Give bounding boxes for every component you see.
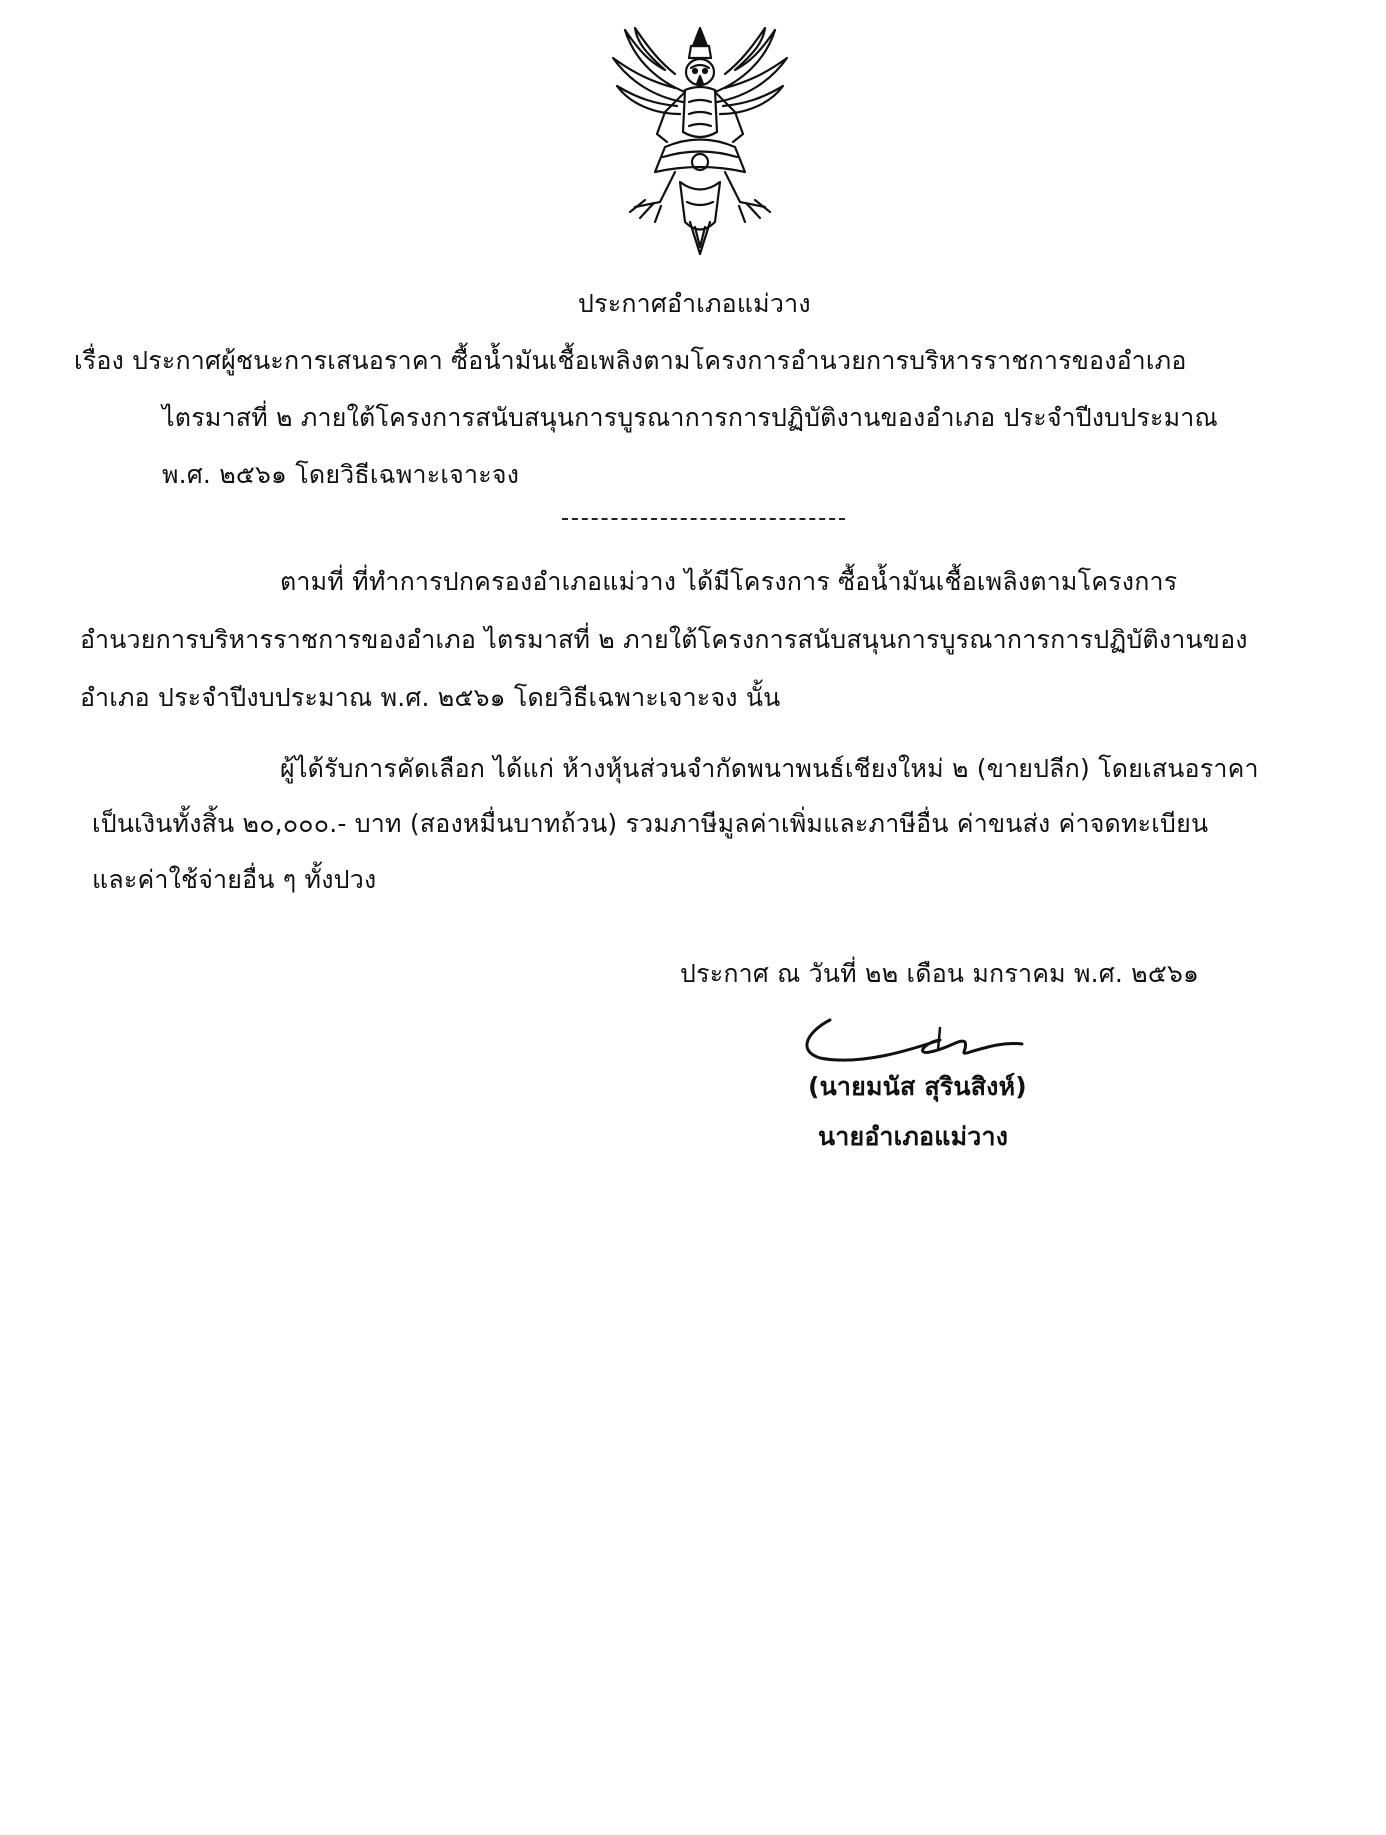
paragraph-2-line-1: ผู้ได้รับการคัดเลือก ได้แก่ ห้างหุ้นส่วนจำกัดพนาพนธ์เชียงใหม่ ๒ (ขายปลีก) โดยเสนอราคา [280,754,1259,783]
announcement-title: ประกาศอำเภอแม่วาง [578,289,811,318]
handwritten-signature-icon [790,1000,1030,1070]
paragraph-2-line-3: และค่าใช้จ่ายอื่น ๆ ทั้งปวง [92,865,377,894]
paragraph-1-line-3: อำเภอ ประจำปีงบประมาณ พ.ศ. ๒๕๖๑ โดยวิธีเฉพาะเจาะจง นั้น [80,683,781,712]
signer-name: (นายมนัส สุรินสิงห์) [808,1072,1027,1101]
paragraph-2-line-2: เป็นเงินทั้งสิ้น ๒๐,๐๐๐.- บาท (สองหมื่นบาทถ้วน) รวมภาษีมูลค่าเพิ่มและภาษีอื่น ค่าขนส่ง ค่าจดทะเบียน [92,809,1209,838]
announcement-date: ประกาศ ณ วันที่ ๒๒ เดือน มกราคม พ.ศ. ๒๕๖๑ [680,959,1200,988]
subject-line-1: เรื่อง ประกาศผู้ชนะการเสนอราคา ซื้อน้ำมันเชื้อเพลิงตามโครงการอำนวยการบริหารราชการของอำเภอ [74,346,1187,375]
subject-line-3: พ.ศ. ๒๕๖๑ โดยวิธีเฉพาะเจาะจง [162,460,520,489]
paragraph-1-line-2: อำนวยการบริหารราชการของอำเภอ ไตรมาสที่ ๒ ภายใต้โครงการสนับสนุนการบูรณาการการปฏิบัติงานของ [80,625,1248,654]
signer-position: นายอำเภอแม่วาง [818,1122,1009,1151]
garuda-emblem-icon [605,22,795,262]
paragraph-1-line-1: ตามที่ ที่ทำการปกครองอำเภอแม่วาง ได้มีโครงการ ซื้อน้ำมันเชื้อเพลิงตามโครงการ [280,567,1178,596]
dashed-divider [562,518,845,520]
subject-line-2: ไตรมาสที่ ๒ ภายใต้โครงการสนับสนุนการบูรณาการการปฏิบัติงานของอำเภอ ประจำปีงบประมาณ [162,403,1218,432]
